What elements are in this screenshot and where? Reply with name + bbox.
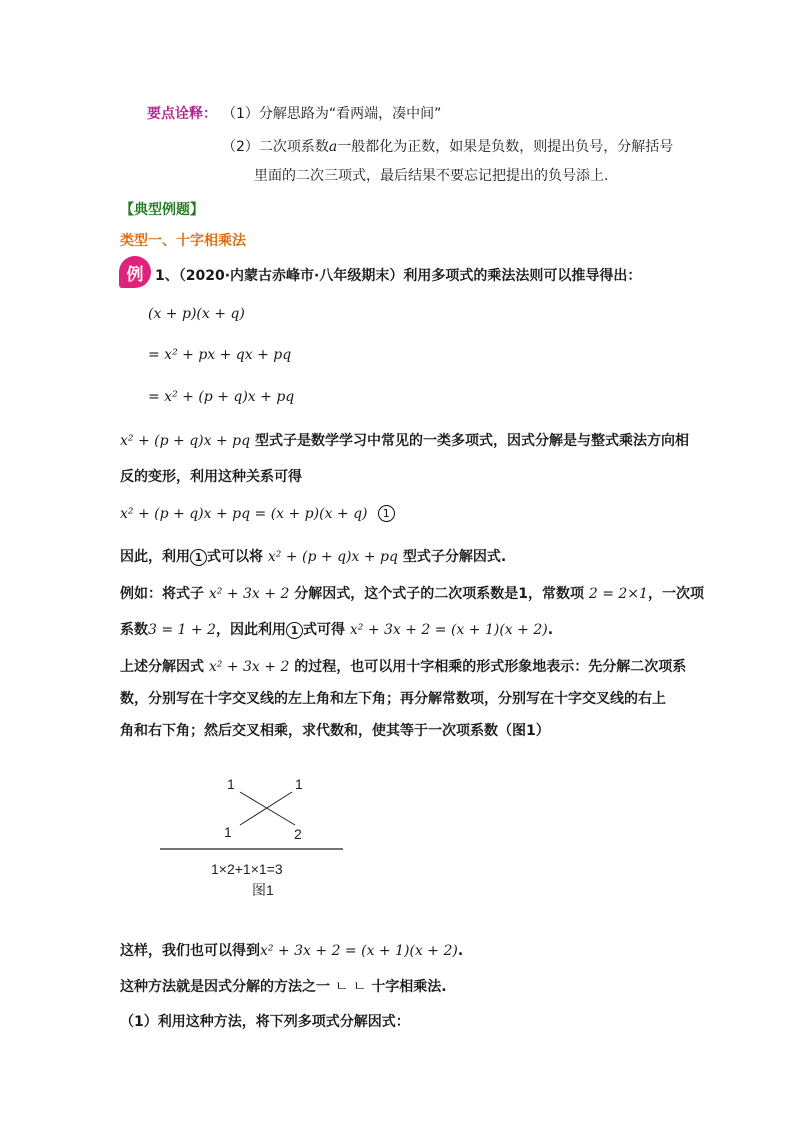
equation-3: = x² + (p + q)x + pq: [148, 389, 295, 405]
paragraph-1-line-2: 反的变形，利用这种关系可得: [120, 469, 302, 485]
paragraph-1: x² + (p + q)x + pq 型式子是数学学习中常见的一类多项式，因式分解是与整式乘法方向相: [120, 433, 689, 449]
equation-1: (x + p)(x + q): [148, 306, 245, 322]
thus-line: 因此，利用 1 式可以将 x² + (p + q)x + pq 型式子分解因式.: [120, 549, 507, 565]
description-line-3: 角和右下角；然后交叉相乘，求代数和，使其等于一次项系数（图1）: [120, 723, 550, 739]
circled-mark: 1: [378, 505, 395, 522]
example-badge: 例: [119, 256, 151, 288]
figure-bottom-left: 1: [224, 824, 232, 840]
notes-line-2: （2）二次项系数a一般都化为正数，如果是负数，则提出负号，分解括号: [222, 139, 674, 155]
type-title: 类型一、十字相乘法: [120, 233, 246, 249]
equation-2: = x² + px + qx + pq: [148, 347, 292, 363]
notes-line-3: 里面的二次三项式，最后结果不要忘记把提出的负号添上.: [254, 168, 609, 184]
question-1: （1）利用这种方法，将下列多项式分解因式：: [120, 1014, 410, 1030]
figure-sum: 1×2+1×1=3: [211, 861, 283, 877]
figure-top-left: 1: [227, 776, 235, 792]
method-line: 这种方法就是因式分解的方法之一 ㄴ ㄴ 十字相乘法.: [120, 979, 447, 995]
notes-label: 要点诠释：: [147, 106, 217, 122]
figure-caption: 图1: [252, 882, 274, 898]
description-line-2: 数，分别写在十字交叉线的左上角和左下角；再分解常数项，分别写在十字交叉线的右上: [120, 691, 666, 707]
figure-top-right: 1: [295, 776, 303, 792]
example-line-2: 系数3 = 1 + 2，因此利用 1 式可得 x² + 3x + 2 = (x + 1)(x + 2).: [120, 622, 554, 638]
example-line-1: 例如：将式子 x² + 3x + 2 分解因式，这个式子的二次项系数是1，常数项 2 = 2×1，一次项: [120, 586, 704, 602]
equation-4: x² + (p + q)x + pq = (x + p)(x + q) 1: [120, 503, 395, 522]
notes-line-1: （1）分解思路为“看两端，凑中间”: [222, 106, 442, 122]
section-title: 【典型例题】: [120, 202, 204, 218]
description-line-1: 上述分解因式 x² + 3x + 2 的过程，也可以用十字相乘的形式形象地表示：先分解二次项系: [120, 659, 687, 675]
example-intro: 1、（2020·内蒙古赤峰市·八年级期末）利用多项式的乘法法则可以推导得出：: [155, 268, 642, 284]
conclusion-line: 这样，我们也可以得到x² + 3x + 2 = (x + 1)(x + 2).: [120, 943, 464, 959]
figure-bottom-right: 2: [294, 826, 302, 842]
